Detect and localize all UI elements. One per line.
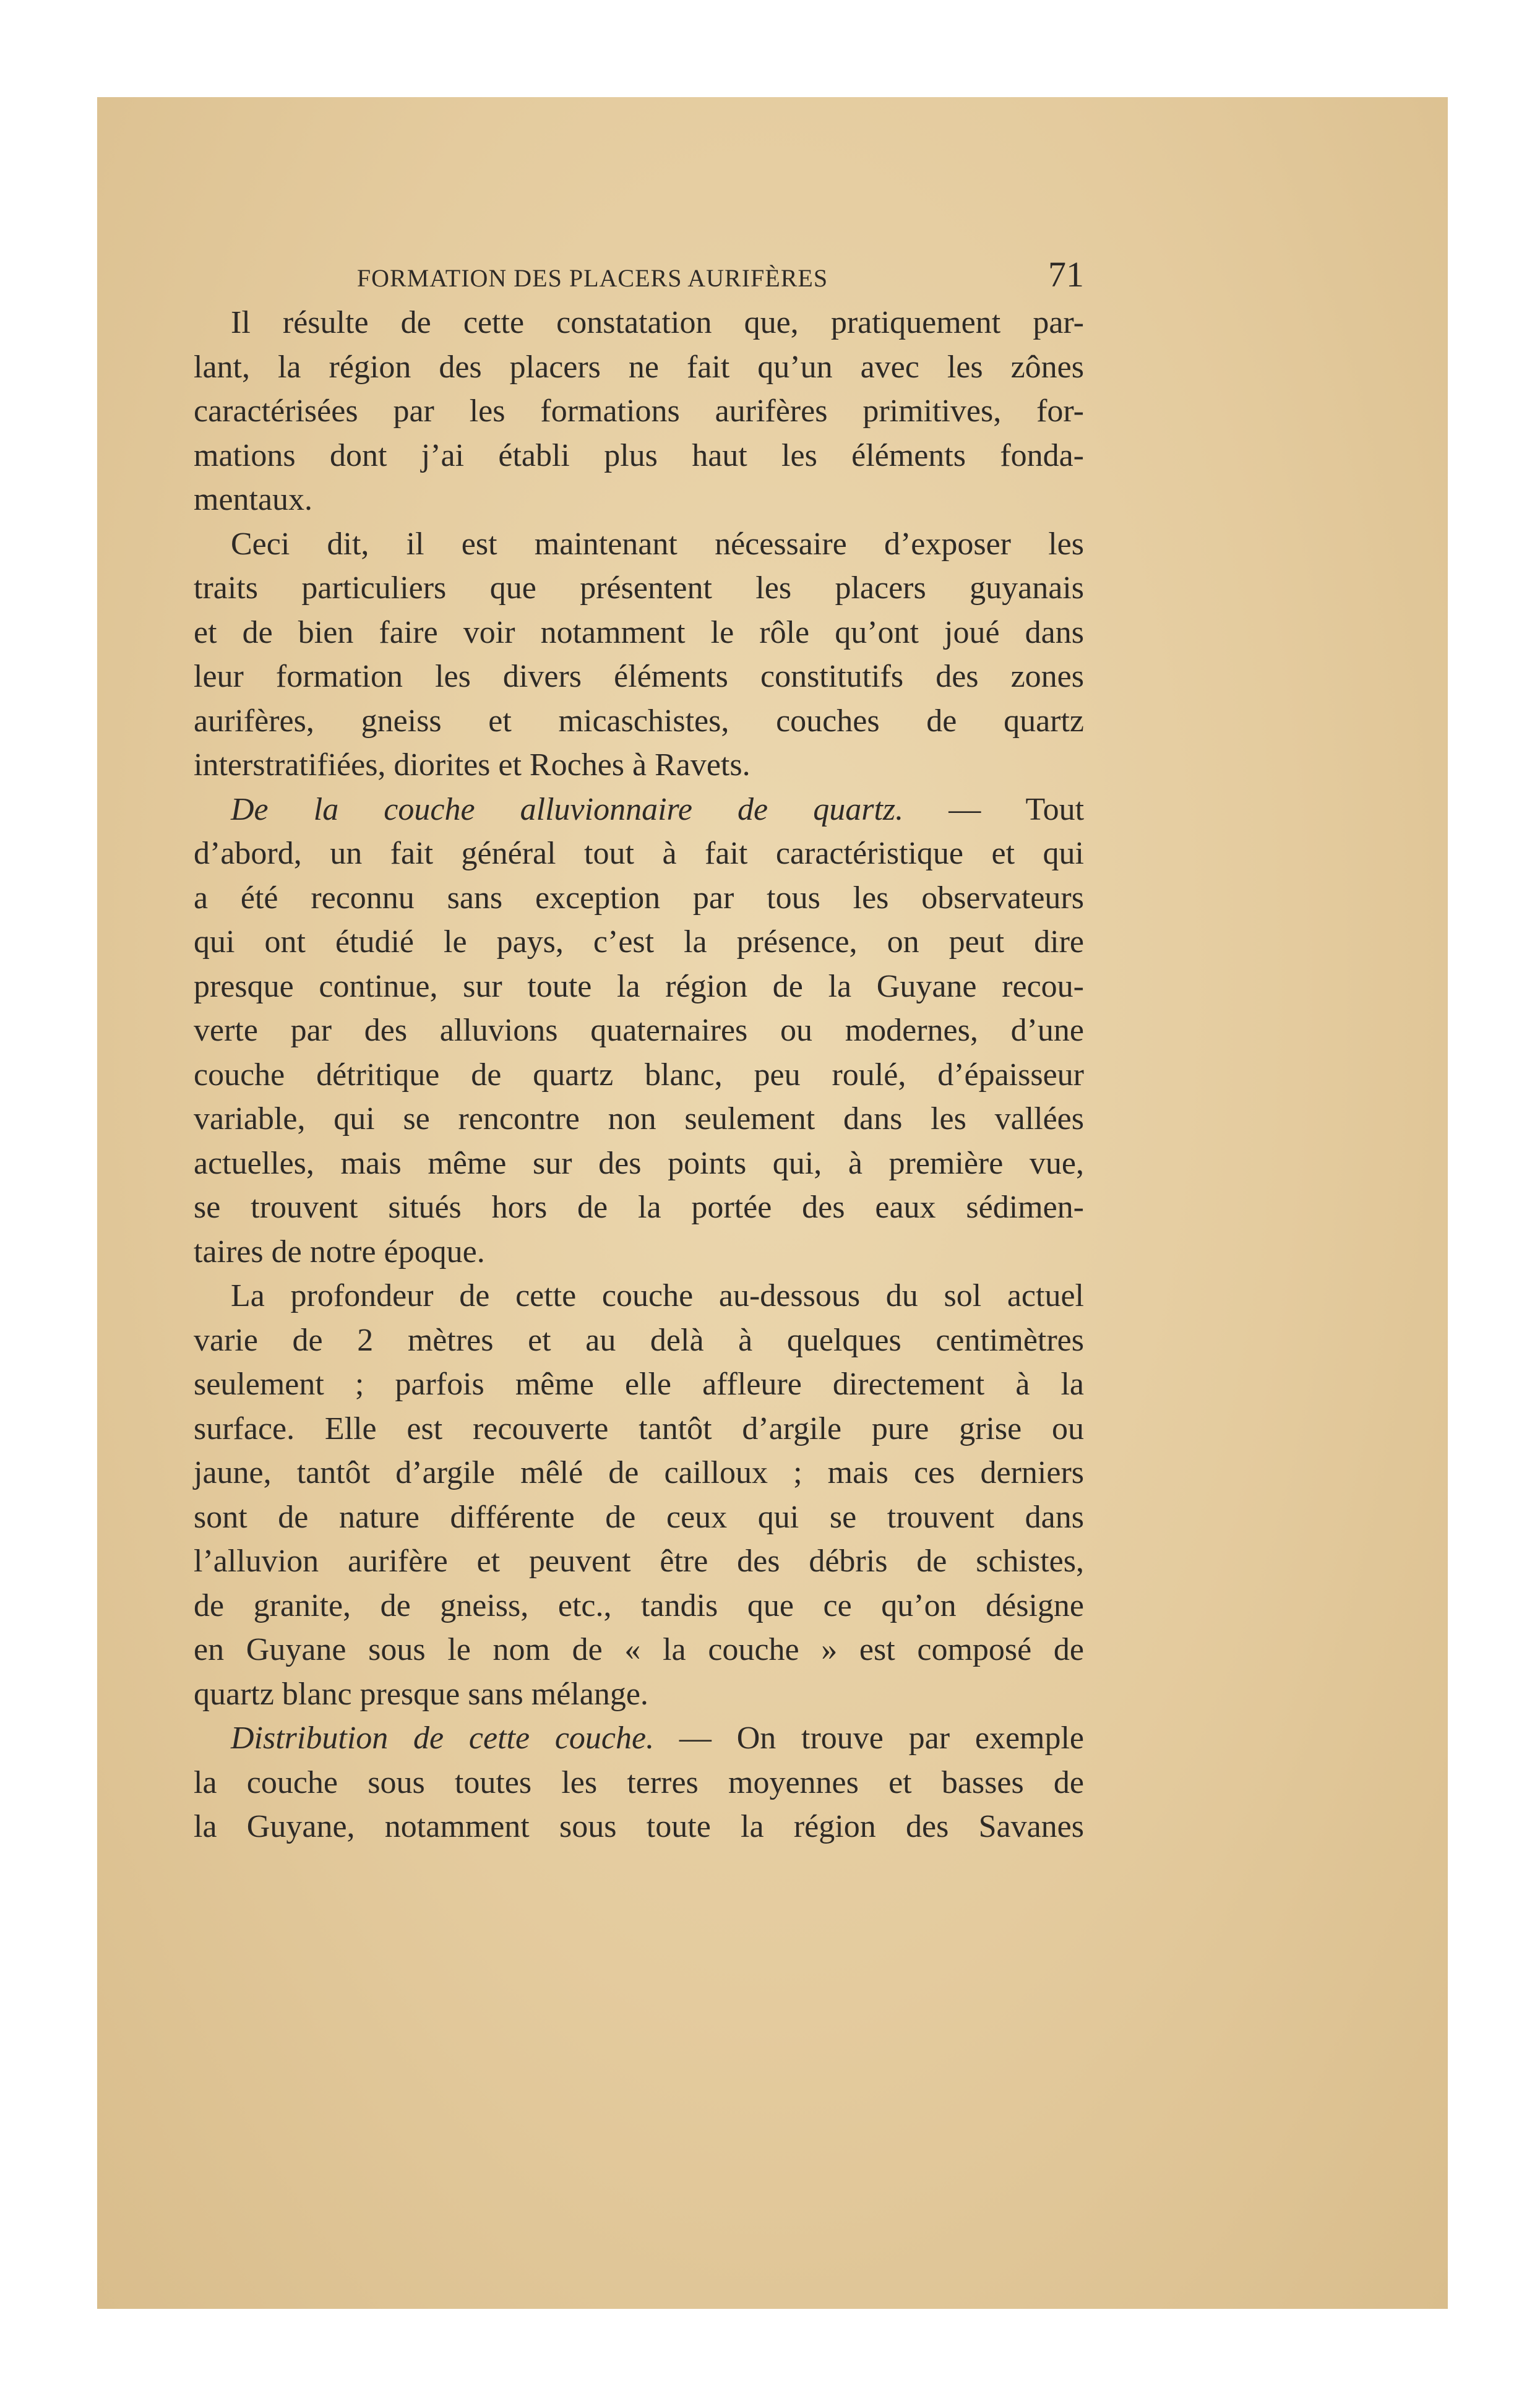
text-line: lant, la région des placers ne fait qu’un avec les zônes	[194, 349, 1084, 385]
paragraph-2	[194, 522, 1084, 788]
text-line: Ceci dit, il est maintenant nécessaire d’exposer les	[231, 526, 1084, 562]
heading-continuation: — Tout	[949, 791, 1085, 827]
text-line: surface. Elle est recouverte tantôt d’argile pure grise ou	[194, 1411, 1084, 1446]
text-line: de granite, de gneiss, etc., tandis que ce qu’on désigne	[194, 1588, 1084, 1623]
text-line: se trouvent situés hors de la portée des eaux sédimen-	[194, 1190, 1084, 1225]
text-line: la couche sous toutes les terres moyennes et basses de	[194, 1764, 1084, 1800]
text-line: Il résulte de cette constatation que, pratiquement par-	[231, 305, 1084, 340]
paragraph-4	[194, 1274, 1084, 1716]
paragraph-1	[194, 301, 1084, 522]
text-line: presque continue, sur toute la région de la Guyane recou-	[194, 968, 1084, 1004]
text-line: mations dont j’ai établi plus haut les éléments fonda-	[194, 437, 1084, 473]
text-line: couche détritique de quartz blanc, peu roulé, d’épaisseur	[194, 1057, 1084, 1093]
section-heading-distribution: Distribution de cette couche.	[231, 1721, 655, 1756]
page-number: 71	[1048, 254, 1084, 294]
text-line	[194, 788, 1084, 832]
text-line: variable, qui se rencontre non seulement dans les vallées	[194, 1101, 1084, 1136]
text-line: l’alluvion aurifère et peuvent être des débris de schistes,	[194, 1544, 1084, 1579]
text-line: varie de 2 mètres et au delà à quelques centimètres	[194, 1322, 1084, 1358]
text-line: sont de nature différente de ceux qui se trouvent dans	[194, 1499, 1084, 1535]
text-line: quartz blanc presque sans mélange.	[194, 1676, 648, 1712]
text-line: caractérisées par les formations aurifères primitives, for-	[194, 393, 1084, 429]
text-line: d’abord, un fait général tout à fait caractéristique et qui	[194, 836, 1084, 871]
text-line: jaune, tantôt d’argile mêlé de cailloux ; mais ces derniers	[194, 1455, 1084, 1490]
paragraph-5	[194, 1716, 1084, 1849]
text-line: qui ont étudié le pays, c’est la présence, on peut dire	[194, 924, 1084, 960]
text-line: leur formation les divers éléments constitutifs des zones	[194, 659, 1084, 694]
text-line: a été reconnu sans exception par tous les observateurs	[194, 880, 1084, 916]
paragraph-3	[194, 788, 1084, 1274]
book-page	[194, 254, 1085, 1849]
heading-continuation: — On trouve par exemple	[679, 1721, 1085, 1756]
text-line: verte par des alluvions quaternaires ou modernes, d’une	[194, 1013, 1084, 1048]
text-line: actuelles, mais même sur des points qui, à première vue,	[194, 1145, 1084, 1181]
section-heading-couche: De la couche alluvionnaire de quartz.	[231, 791, 904, 827]
text-line: seulement ; parfois même elle affleure directement à la	[194, 1367, 1084, 1402]
text-line: la Guyane, notamment sous toute la région des Savanes	[194, 1809, 1084, 1844]
text-line: mentaux.	[194, 482, 313, 517]
running-head	[194, 254, 1084, 297]
running-title: FORMATION DES PLACERS AURIFÈRES	[356, 264, 828, 292]
text-line: interstratifiées, diorites et Roches à Ravets.	[194, 747, 751, 783]
text-line	[194, 1716, 1084, 1761]
text-line: et de bien faire voir notamment le rôle qu’ont joué dans	[194, 614, 1084, 650]
text-line: traits particuliers que présentent les placers guyanais	[194, 570, 1084, 606]
text-line: aurifères, gneiss et micaschistes, couches de quartz	[194, 703, 1084, 739]
text-line: en Guyane sous le nom de « la couche » est composé de	[194, 1632, 1084, 1667]
text-line: La profondeur de cette couche au-dessous du sol actuel	[231, 1278, 1084, 1313]
text-line: taires de notre époque.	[194, 1234, 485, 1270]
